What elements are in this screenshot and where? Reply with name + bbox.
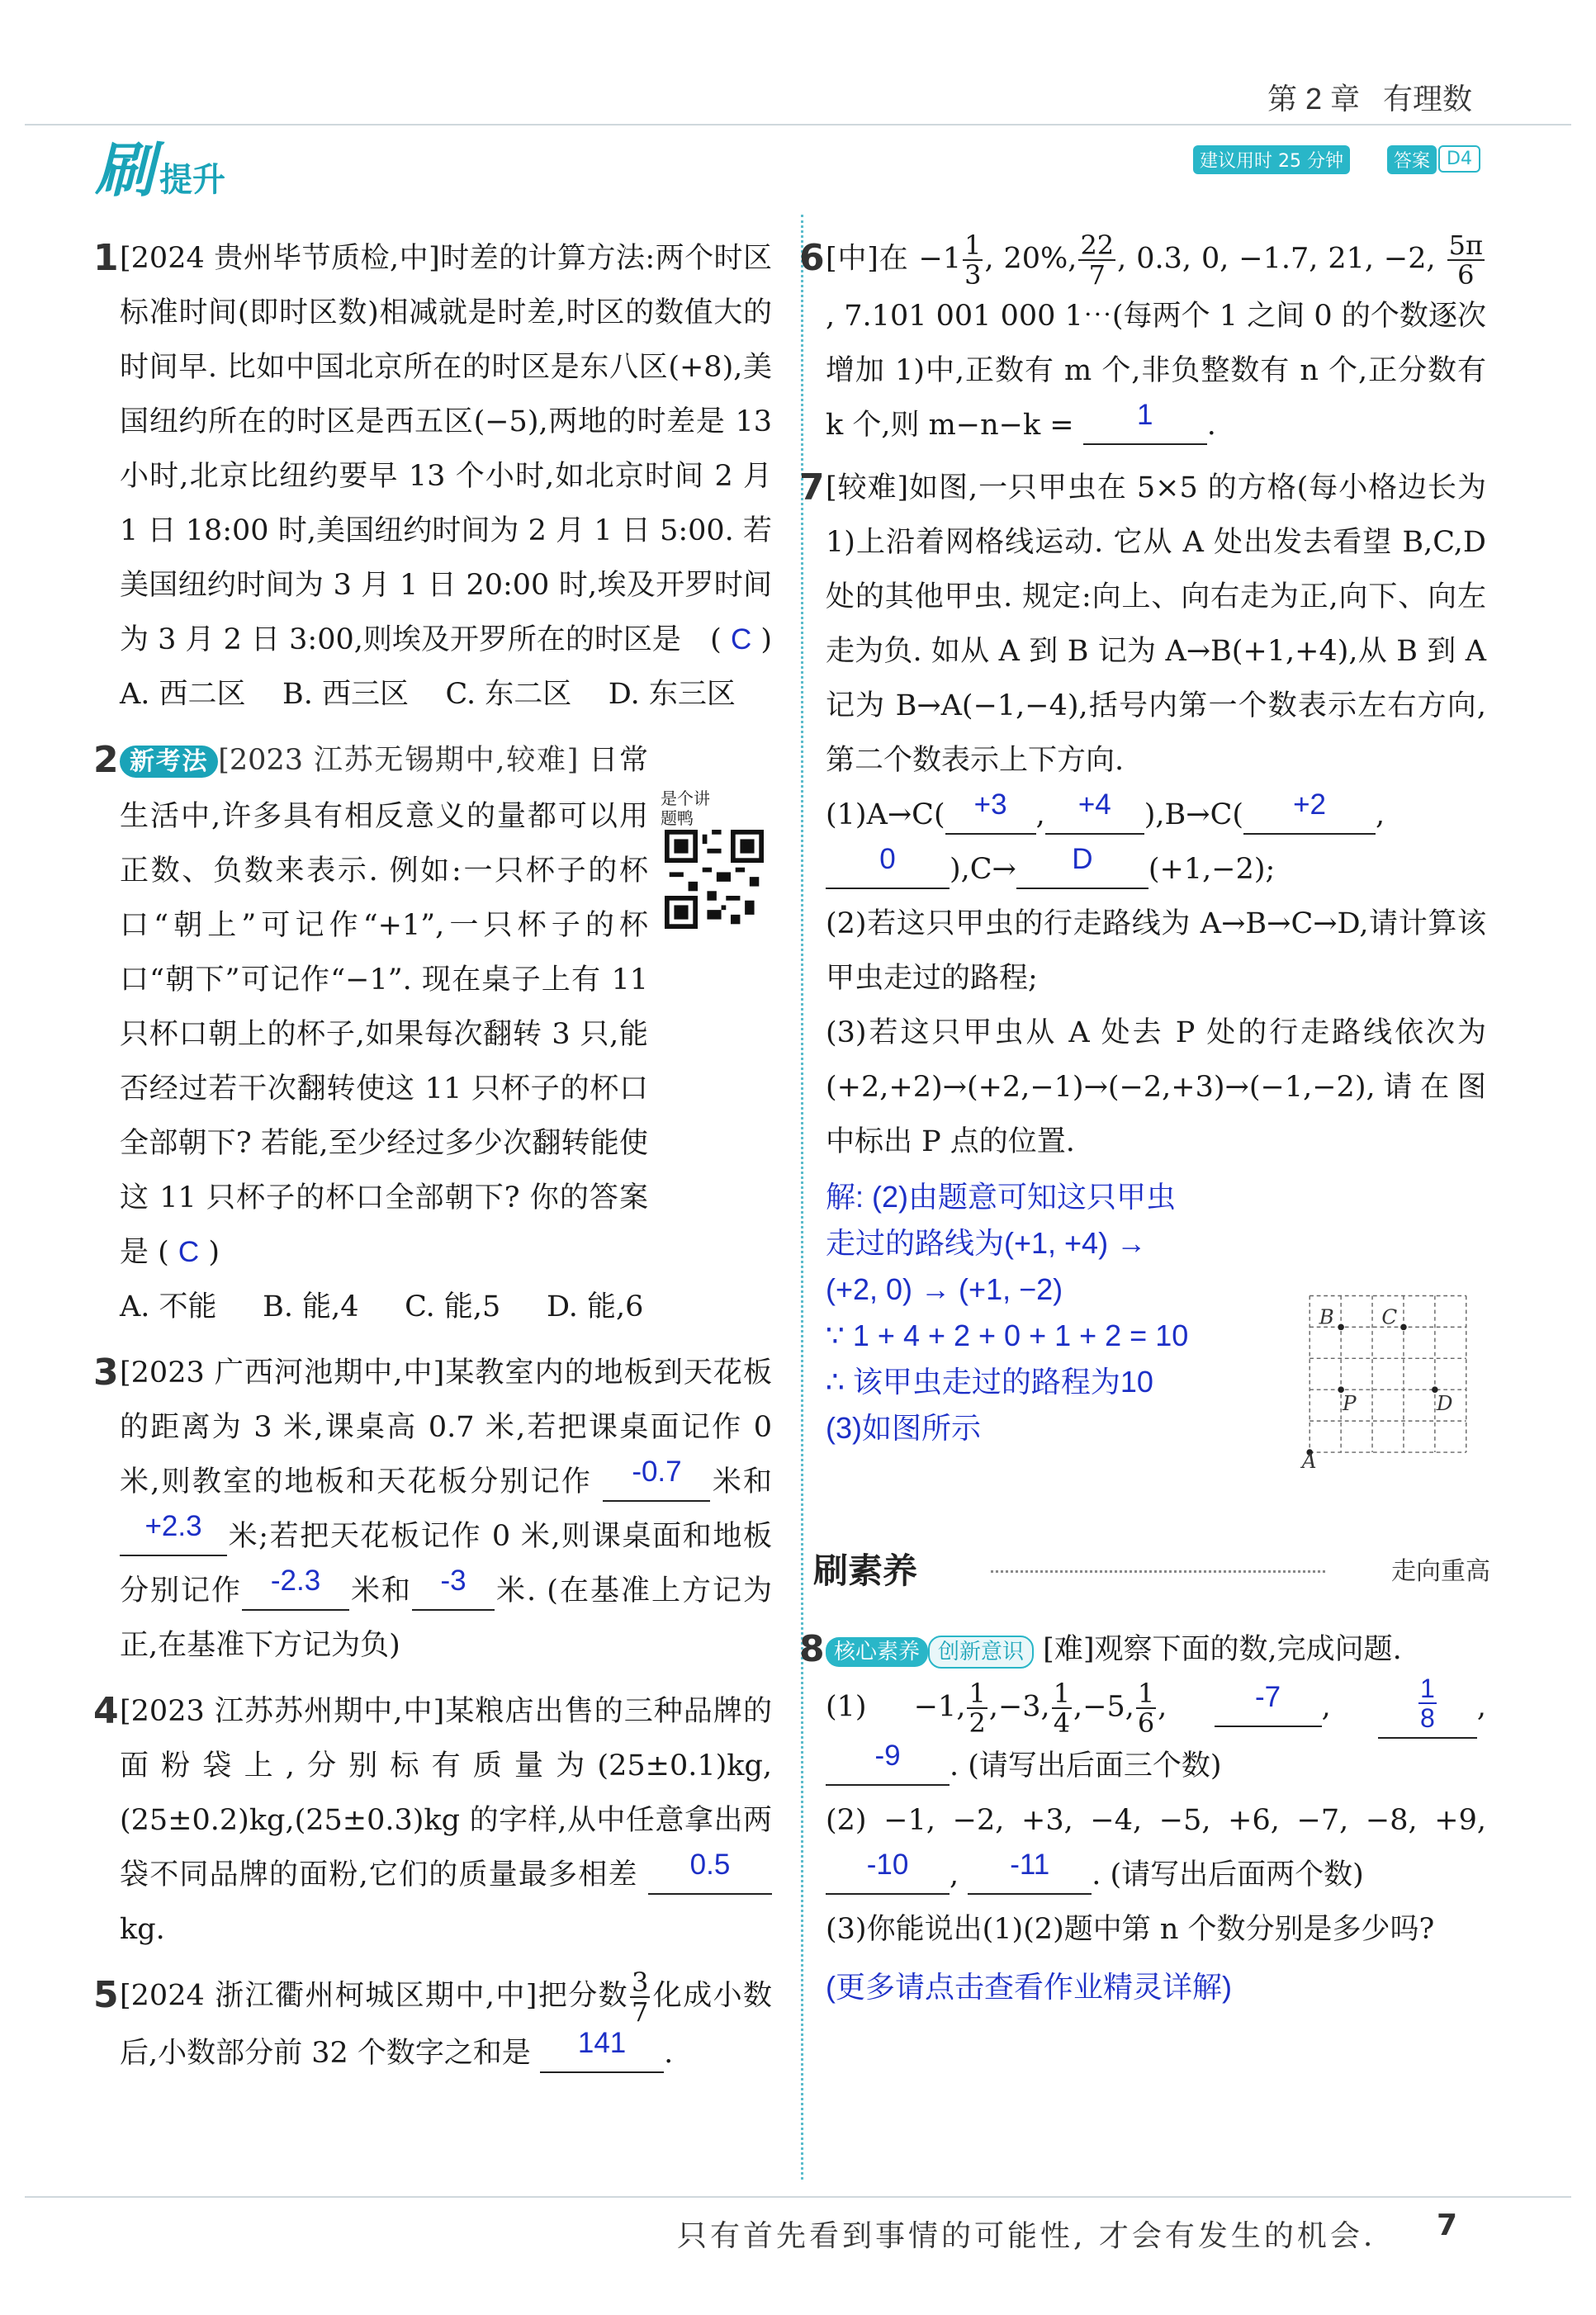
answer: 141 [577, 2027, 627, 2059]
question-text: [难]观察下面的数,完成问题. [1043, 1633, 1402, 1666]
question-text: (1) −1, [826, 1690, 966, 1724]
answer: +3 [973, 788, 1007, 821]
fraction-denominator: 6 [1137, 1707, 1155, 1739]
question-number: 7 [799, 466, 825, 509]
footer-quote: 只有首先看到事情的可能性, 才会有发生的机会. [677, 2219, 1376, 2253]
q7-part-2: (2)若这只甲虫的行走路线为 A→B→C→D,请计算该甲虫走过的路程; [826, 907, 1486, 995]
question-text: [2023 广西河池期中,中]某教室内的地板到天花板的距离为 3 米,课桌高 0.7 米,若把课桌面记作 0 米,则教室的地板和天花板分别记作 [120, 1356, 772, 1498]
chapter-header [1267, 76, 1472, 118]
chapter-title: 有理数 [1382, 82, 1472, 116]
answer: -2.3 [270, 1565, 321, 1597]
brand-big: 刷 [95, 135, 155, 205]
fraction [1052, 1679, 1072, 1737]
unit: kg. [120, 1913, 165, 1946]
blank [1378, 1674, 1477, 1739]
question-1: 1 [2024 贵州毕节质检,中]时差的计算方法:两个时区标准时间(即时区数)相减就是时差,时区的数值大的时间早. 比如中国北京所在的时区是东八区(+8),美国纽约所在的时区是西五区(−5),两地的时差是 13 小时,北京比纽约要早 13 个小时,如北京时间 2 月 1 日 18:00 时,美国纽约时间为 2 月 1 日 5:00. 若美国纽约时间为 3 月 1 日 20:00 时,埃及开罗时间为 3 月 2 日 3:00,则埃及开罗所在的时区是 ( C ) [120, 231, 772, 667]
solution-line: ∴ 该甲虫走过的路程为10 [826, 1365, 1153, 1399]
fraction-numerator: 1 [964, 230, 982, 261]
question-text: , 0.3, 0, −1.7, 21, −2, [1117, 242, 1436, 276]
solution-line: (+2, 0) → (+1, −2) [826, 1272, 1063, 1306]
answer: +4 [1077, 788, 1111, 821]
question-number: 2 [93, 739, 119, 781]
options: A. 不能 B. 能,4 C. 能,5 D. 能,6 [120, 1290, 644, 1323]
label-d: D [1436, 1390, 1453, 1415]
answer: -9 [874, 1740, 901, 1772]
q7-part-3: (3)若这只甲虫从 A 处去 P 处的行走路线依次为(+2,+2)→(+2,−1)→(−2,+3)→(−1,−2),请在图中标出 P 点的位置. [826, 1016, 1486, 1158]
fraction-numerator: 1 [1053, 1678, 1071, 1709]
solution [826, 1174, 1288, 1451]
core-tag: 核心素养 [826, 1637, 928, 1667]
blank [1083, 399, 1207, 445]
question-number: 1 [93, 237, 119, 279]
blank [603, 1456, 710, 1502]
label-b: B [1319, 1304, 1334, 1329]
blank [1243, 788, 1376, 835]
section-header [813, 1544, 1490, 1593]
blank [242, 1565, 349, 1611]
question-text: −3, [997, 1690, 1050, 1724]
chapter-number: 第 2 章 [1267, 82, 1360, 116]
question-text: [中]在 −1 [826, 242, 962, 276]
blank [1045, 788, 1144, 835]
page-number: 7 [1437, 2208, 1458, 2242]
question-5: 5 [2024 浙江衢州柯城区期中,中]把分数 $\frac{3}{7}$ 化成小数后,小数部分前 32 个数字之和是 141 . [120, 1968, 772, 2081]
answer: -0.7 [632, 1456, 682, 1488]
fraction-denominator: 6 [1457, 259, 1475, 291]
fraction-denominator: 4 [1053, 1707, 1071, 1739]
question-4 [93, 1684, 772, 1957]
beetle-grid-figure [1298, 1288, 1478, 1468]
fraction-denominator: 2 [968, 1707, 986, 1739]
solution-line: 走过的路线为(+1, +4) → [826, 1226, 1147, 1260]
question-text: 日常生活中,许多具有相反意义的量都可以用正数、负数来表示. 例如:一只杯子的杯口“朝上”可记作“+1”,一只杯子的杯口“朝下”可记作“−1”. 现在桌子上有 11 只杯口朝上的杯子,如果每次翻转 3 只,能否经过若干次翻转使这 11 只杯子的杯口全部朝下? 若能,至少经过多少次翻转能使这 11 只杯子的杯口全部朝下? 你的答案是 [120, 744, 648, 1269]
question-source: [2023 江苏无锡期中,较难] [218, 744, 579, 777]
answer-tag: 答案 [1387, 145, 1437, 174]
blank [540, 2027, 664, 2073]
fraction [963, 231, 983, 289]
blank [412, 1565, 495, 1611]
blank [1016, 843, 1148, 889]
question-text: −5, [1082, 1690, 1134, 1724]
fraction-denominator: 7 [632, 1996, 649, 2028]
fraction [1136, 1679, 1156, 1737]
question-text: ),B→C( [1144, 798, 1244, 831]
answer: C [730, 623, 752, 656]
fraction-numerator: 3 [632, 1967, 649, 1998]
question-text: [较难]如图,一只甲虫在 5×5 的方格(每小格边长为 1)上沿着网格线运动. 它从 A 处出发去看望 B,C,D 处的其他甲虫. 规定:向上、向右走为正,向下、向左走为负. 如从 A 到 B 记为 A→B(+1,+4),从 B 到 A 记为 B→A(−1,−4),括号内第一个数表示左右方向,第二个数表示上下方向. [826, 471, 1486, 777]
answer: -3 [440, 1565, 466, 1597]
question-3 [93, 1346, 772, 1673]
fraction-numerator: 22 [1080, 230, 1115, 261]
answer: +2.3 [144, 1510, 202, 1542]
blank [945, 788, 1036, 835]
question-7 [799, 461, 1486, 788]
question-text: (1)A→C( [826, 798, 945, 831]
label-c: C [1381, 1304, 1398, 1329]
question-8-block [799, 1622, 1486, 2014]
question-text: ),C→ [950, 853, 1016, 886]
blank [648, 1849, 772, 1895]
time-tag: 建议用时 25 分钟 [1193, 145, 1350, 174]
solution-line: 解: (2)由题意可知这只甲虫 [826, 1180, 1177, 1214]
question-number: 4 [93, 1690, 119, 1732]
q7-part-1: (1)A→C( +3 , +4 ),B→C( +2 , 0 ),C→ D (+1,−2); [826, 788, 1486, 897]
fraction-denominator: 3 [964, 259, 982, 291]
fraction [967, 1679, 987, 1737]
fraction-numerator: 1 [1137, 1678, 1155, 1709]
question-text: 米. (在基准上方记为正,在基准下方记为负) [120, 1574, 772, 1662]
qr-label: 是个讲题鸭 [661, 788, 710, 828]
answer: +2 [1293, 788, 1326, 821]
question-text: 米和 [349, 1574, 413, 1607]
blank [826, 1849, 950, 1895]
q8-part-2: (2) −1, −2, +3, −4, −5, +6, −7, −8, +9, -10 , -11 . (请写出后面两个数) [826, 1793, 1486, 1902]
new-method-tag: 新考法 [120, 746, 218, 778]
more-details-link[interactable]: (更多请点击查看作业精灵详解) [826, 1970, 1232, 2004]
answer: -10 [866, 1849, 909, 1881]
point-b [1338, 1324, 1344, 1331]
question-text: . (请写出后面两个数) [1092, 1858, 1364, 1891]
fraction-denominator: 7 [1088, 259, 1106, 291]
question-2: 2 新考法 [2023 江苏无锡期中,较难] 日常生活中,许多具有相反意义的量都可以用正数、负数来表示. 例如:一只杯子的杯口“朝上”可记作“+1”,一只杯子的杯口“朝下”可记作“−1”. 现在桌子上有 11 只杯口朝上的杯子,如果每次翻转 3 只,能否经过若干次翻转使这 11 只杯子的杯口全部朝下? 若能,至少经过多少次翻转能使这 11 只杯子的杯口全部朝下? 你的答案是 ( C ) [120, 733, 772, 1280]
question-number: 8 [799, 1628, 825, 1670]
q8-part-1: (1) −1, $\frac{1}{2}$ ,−3, $\frac{1}{4}$ ,−5, $\frac{1}{6}$ , -7 , $\frac{1}{8}$ , -9 . (请写出后面三个数) [826, 1679, 1486, 1793]
section-right-label: 走向重高 [1391, 1557, 1490, 1586]
brand-logo [95, 122, 225, 208]
footer-divider [25, 2196, 1571, 2198]
section-title: 刷素养 [813, 1550, 918, 1591]
right-column [799, 230, 1486, 1451]
section-dots [991, 1570, 1325, 1573]
innovation-tag: 创新意识 [928, 1636, 1034, 1669]
question-text: , 20%, [984, 242, 1077, 276]
fraction [1447, 231, 1485, 289]
brand-small: 提升 [159, 161, 226, 199]
question-text: [2024 贵州毕节质检,中]时差的计算方法:两个时区标准时间(即时区数)相减就是时差,时区的数值大的时间早. 比如中国北京所在的时区是东八区(+8),美国纽约所在的时区是西五区(−5),两地的时差是 13 小时,北京比纽约要早 13 个小时,如北京时间 2 月 1 日 18:00 时,美国纽约时间为 2 月 1 日 5:00. 若美国纽约时间为 3 月 1 日 20:00 时,埃及开罗时间为 3 月 2 日 3:00,则埃及开罗所在的时区是 [120, 242, 772, 656]
answer-code: D4 [1438, 145, 1480, 173]
answer: 1 [1137, 399, 1153, 431]
answer: -7 [1255, 1680, 1281, 1713]
question-number: 3 [93, 1352, 119, 1394]
left-column [93, 231, 772, 2081]
label-a: A [1301, 1449, 1317, 1468]
question-text: 化成小数后,小数部分前 32 个数字之和是 [120, 1979, 772, 2070]
fraction-numerator: 5π [1448, 230, 1483, 261]
fraction [630, 1968, 650, 2026]
answer: 0 [879, 843, 896, 875]
question-text: [2023 江苏苏州期中,中]某粮店出售的三种品牌的面粉袋上,分别标有质量为(25±0.1)kg,(25±0.2)kg,(25±0.3)kg 的字样,从中任意拿出两袋不同品牌的面粉,它们的质量最多相差 [120, 1695, 772, 1891]
label-p: P [1343, 1390, 1357, 1415]
question-number: 5 [93, 1974, 119, 2016]
qr-code-icon[interactable] [665, 830, 764, 929]
question-8 [799, 1622, 1486, 1679]
question-text: [2024 浙江衢州柯城区期中,中]把分数 [120, 1979, 629, 2013]
question-text: (2) −1, −2, +3, −4, −5, +6, −7, −8, +9, [826, 1804, 1486, 1837]
answer-fraction [1418, 1674, 1437, 1732]
point-c [1400, 1324, 1407, 1331]
question-number: 6 [799, 237, 825, 279]
fraction [1078, 231, 1115, 289]
blank [826, 1740, 950, 1786]
question-text: 米;若把天花板记作 0 米,则课桌面和地板分别记作 [120, 1520, 772, 1607]
solution-line: (3)如图所示 [826, 1411, 981, 1445]
solution-line: ∵ 1 + 4 + 2 + 0 + 1 + 2 = 10 [826, 1318, 1189, 1352]
fraction-denominator: 8 [1419, 1703, 1435, 1733]
blank [1215, 1680, 1322, 1727]
question-text: (+1,−2); [1148, 853, 1276, 886]
question-text: . (请写出后面三个数) [950, 1749, 1222, 1782]
blank [826, 843, 950, 889]
answer: 0.5 [689, 1849, 731, 1881]
answer: D [1072, 843, 1093, 875]
fraction-numerator: 1 [1419, 1674, 1435, 1703]
blank [120, 1510, 227, 1556]
fraction-numerator: 1 [968, 1678, 986, 1709]
header-divider [25, 124, 1571, 125]
question-text: 米和 [710, 1465, 772, 1498]
question-text: , 7.101 001 000 1⋯(每两个 1 之间 0 的个数逐次增加 1)中,正数有 m 个,非负整数有 n 个,正分数有 k 个,则 m−n−k = [826, 300, 1486, 442]
blank [968, 1849, 1092, 1895]
answer: C [178, 1236, 200, 1268]
q8-part-3: (3)你能说出(1)(2)题中第 n 个数分别是多少吗? [826, 1913, 1435, 1946]
options: A. 西二区 B. 西三区 C. 东二区 D. 东三区 [120, 678, 736, 711]
question-6: 6 [中]在 −1 $\frac{1}{3}$ , 20%, $\frac{22}{7}$ , 0.3, 0, −1.7, 21, −2, $\frac{5\pi}{6}$ , 7.101 001 000 1⋯(每两个 1 之间 0 的个数逐次增加 1)中,正数有 m 个,非负整数有 n 个,正分数有 k 个,则 m−n−k = 1 . [826, 231, 1486, 452]
answer: -11 [1010, 1849, 1050, 1881]
